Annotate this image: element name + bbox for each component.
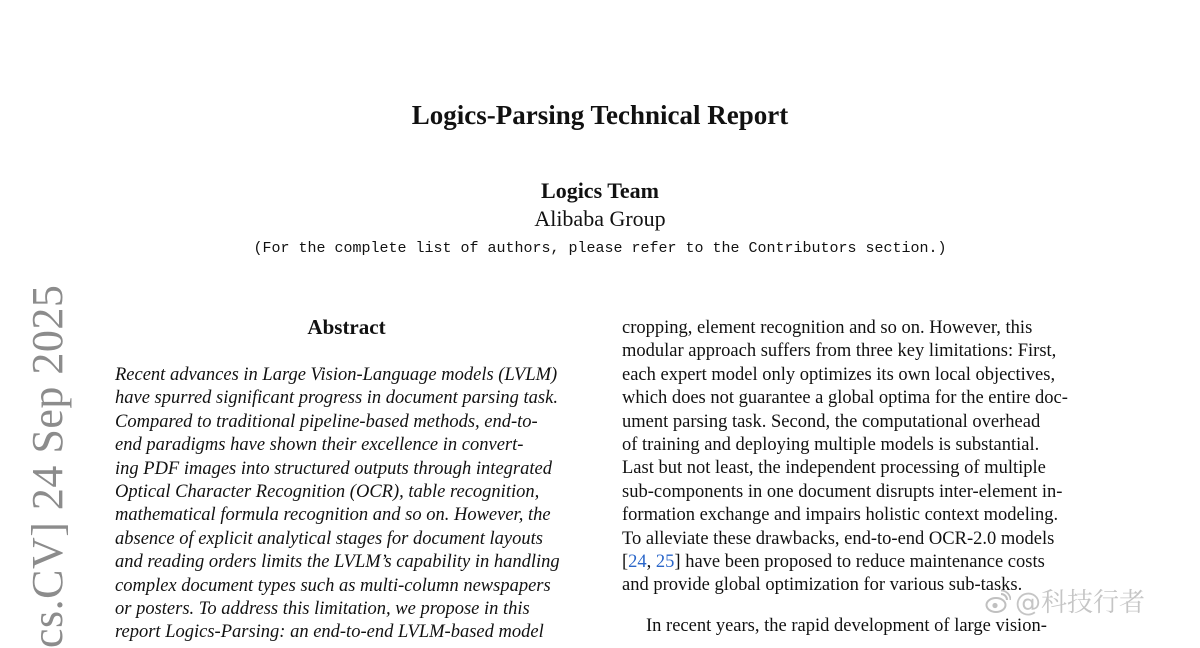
body-line: ument parsing task. Second, the computational overhead: [622, 411, 1041, 432]
abstract-line: and reading orders limits the LVLM’s capability in handling: [115, 552, 560, 573]
weibo-logo-icon: [985, 589, 1011, 615]
right-column-paragraph: [622, 317, 1085, 598]
body-line: To alleviate these drawbacks, end-to-end OCR-2.0 models: [622, 528, 1055, 549]
cite-bracket-open: [: [622, 551, 629, 572]
body-line: modular approach suffers from three key limitations: First,: [622, 341, 1057, 362]
body-line: sub-components in one document disrupts inter-element in-: [622, 481, 1063, 502]
body-line: formation exchange and impairs holistic context modeling.: [622, 505, 1059, 526]
author-affiliation: Alibaba Group: [534, 206, 666, 231]
body-line: each expert model only optimizes its own local objectives,: [622, 364, 1056, 385]
cite-separator: ,: [646, 551, 656, 572]
body-line: Last but not least, the independent processing of multiple: [622, 458, 1046, 479]
body-line: of training and deploying multiple models is substantial.: [622, 434, 1040, 455]
contributors-note: (For the complete list of authors, please refer to the Contributors section.): [253, 240, 947, 257]
abstract-body: [115, 364, 578, 645]
citation-link-24[interactable]: 24: [628, 551, 647, 572]
abstract-line: ing PDF images into structured outputs through integrated: [115, 458, 552, 479]
watermark-text: @科技行者: [1015, 588, 1146, 618]
author-name: Logics Team: [541, 178, 659, 203]
body-line: cropping, element recognition and so on. However, this: [622, 318, 1033, 338]
paper-title: Logics-Parsing Technical Report: [411, 100, 789, 130]
abstract-line: mathematical formula recognition and so on. However, the: [115, 505, 551, 526]
abstract-line: Recent advances in Large Vision-Language models (LVLM): [115, 365, 558, 385]
abstract-line: Compared to traditional pipeline-based methods, end-to-: [115, 411, 538, 432]
abstract-line: absence of explicit analytical stages for document layouts: [115, 528, 543, 549]
abstract-line: report Logics-Parsing: an end-to-end LVLM-based model: [115, 622, 544, 643]
abstract-heading: Abstract: [307, 315, 386, 339]
abstract-line: have spurred significant progress in document parsing task.: [115, 388, 558, 409]
abstract-line: complex document types such as multi-column newspapers: [115, 575, 551, 596]
abstract-line: or posters. To address this limitation, we propose in this: [115, 598, 530, 619]
cite-line-rest: ] have been proposed to reduce maintenance costs: [674, 551, 1045, 572]
body-line: In recent years, the rapid development of large vision-: [646, 616, 1047, 636]
abstract-line: Optical Character Recognition (OCR), table recognition,: [115, 481, 540, 502]
body-line: and provide global optimization for various sub-tasks.: [622, 575, 1023, 596]
abstract-line: end paradigms have shown their excellence in convert-: [115, 435, 524, 456]
citation-link-25[interactable]: 25: [655, 551, 675, 572]
watermark: [985, 586, 1145, 620]
body-line: which does not guarantee a global optima for the entire doc-: [622, 388, 1068, 409]
body-line-with-citations: [622, 551, 1085, 574]
arxiv-side-stamp: cs.CV] 24 Sep 2025: [23, 284, 72, 648]
